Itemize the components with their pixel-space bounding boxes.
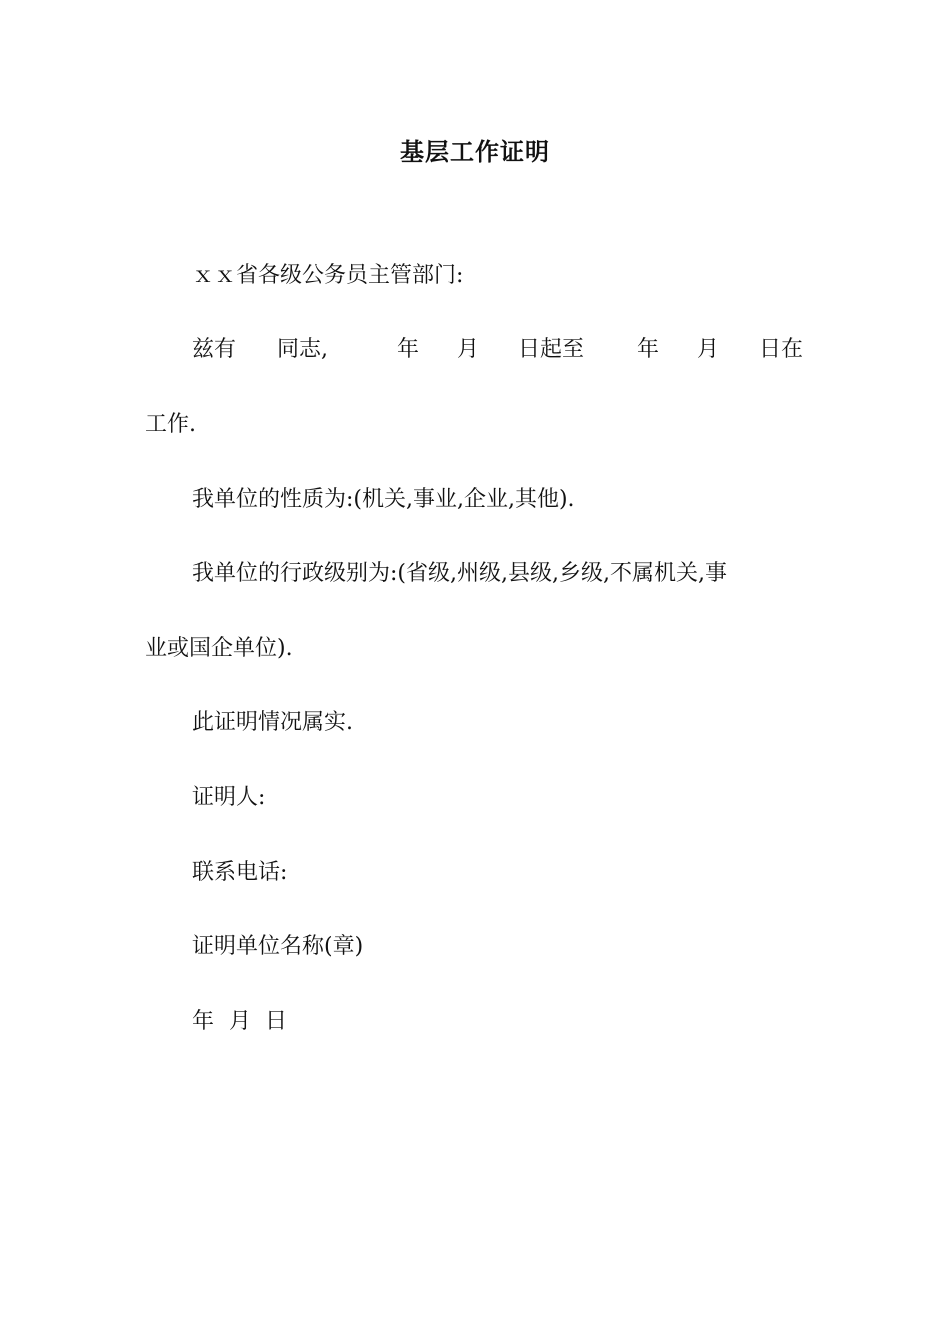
certifier-label: 证明人: — [192, 785, 266, 810]
unit-nature-line: 我单位的性质为:(机关,事业,企业,其他). — [192, 487, 575, 512]
body-text-start-day: 日起至 — [518, 337, 585, 362]
date-day: 日 — [265, 1009, 288, 1034]
unit-level-line-1: 我单位的行政级别为:(省级,州级,县级,乡级,不属机关,事 — [192, 561, 727, 586]
body-text-end-month: 月 — [697, 337, 720, 362]
truth-statement: 此证明情况属实. — [192, 710, 353, 735]
unit-name-label: 证明单位名称(章) — [192, 934, 364, 959]
body-text-ziyou: 兹有 — [192, 337, 237, 362]
body-line-2: 工作. — [145, 412, 196, 437]
date-month: 月 — [229, 1009, 252, 1034]
body-text-end-day: 日在 — [759, 337, 804, 362]
document-title: 基层工作证明 — [400, 137, 550, 166]
body-text-start-year: 年 — [397, 337, 420, 362]
body-text-start-month: 月 — [457, 337, 480, 362]
body-text-end-year: 年 — [637, 337, 660, 362]
phone-label: 联系电话: — [192, 860, 288, 885]
date-line — [192, 1006, 312, 1038]
addressee: ｘｘ省各级公务员主管部门: — [192, 263, 464, 288]
date-year: 年 — [192, 1009, 215, 1034]
body-text-tongzhi: 同志, — [277, 337, 328, 362]
unit-level-line-2: 业或国企单位). — [145, 636, 293, 661]
